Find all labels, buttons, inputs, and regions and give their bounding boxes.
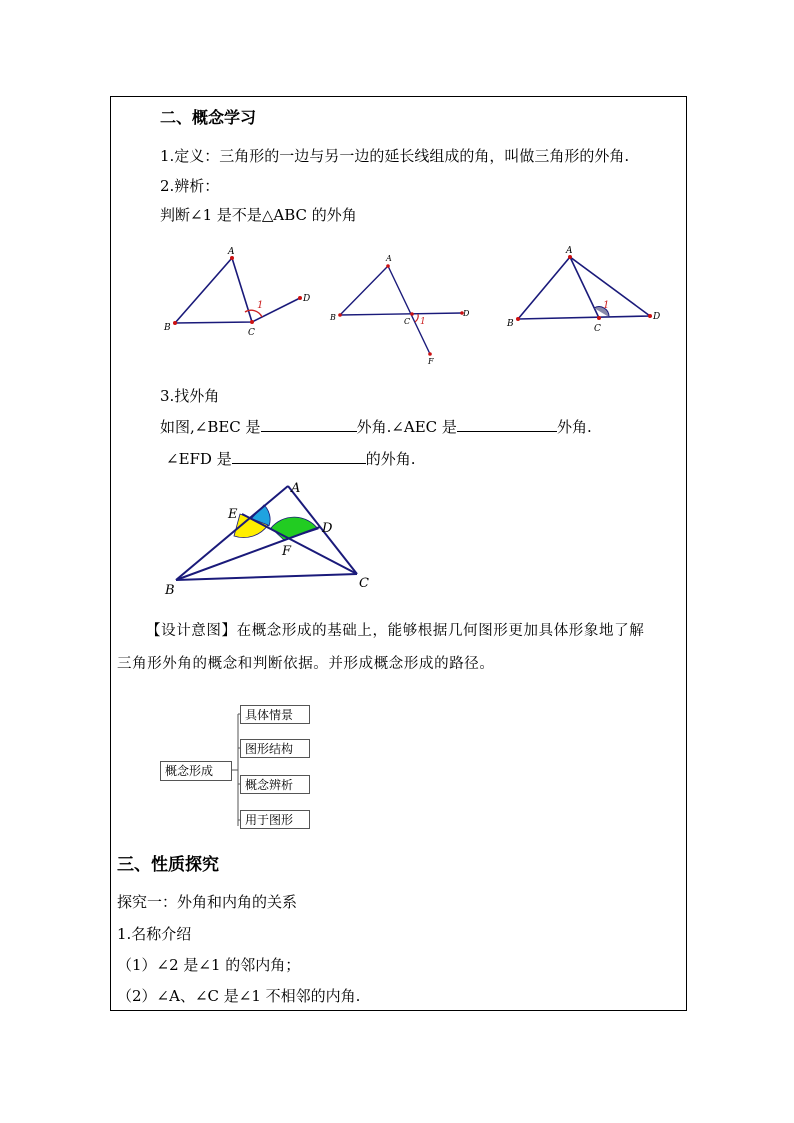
mindmap-node-1: 具体情景: [240, 705, 310, 724]
fig1-label-a: A: [228, 247, 235, 257]
figure-2: [329, 254, 470, 366]
find-line1-mid: 外角.∠AEC 是: [356, 418, 457, 436]
mindmap-root: 概念形成: [160, 761, 232, 781]
mindmap-node-4: 用于图形: [240, 810, 310, 829]
fig3-angle-label: 1: [603, 300, 610, 311]
section2-title: 二、概念学习: [160, 108, 257, 127]
section3-title: 三、性质探究: [117, 855, 219, 875]
design-intent-line1: 【设计意图】在概念形成的基础上，能够根据几何图形更加具体形象地了解: [146, 623, 645, 639]
figure-4: [160, 476, 390, 601]
answer-blank-2[interactable]: [457, 416, 557, 432]
fig1-label-c: C: [248, 328, 255, 338]
fig4-label-f: F: [282, 544, 292, 559]
fig3-label-c: C: [594, 324, 601, 334]
fig3-label-d: D: [653, 312, 661, 322]
find-label: 3.找外角: [160, 387, 220, 405]
judge-text: 判断∠1 是不是△ABC 的外角: [160, 206, 357, 224]
figure-3: [506, 246, 660, 334]
mindmap-node-3: 概念辨析: [240, 775, 310, 794]
fig4-label-a: A: [291, 481, 301, 496]
fig2-label-b: B: [330, 313, 336, 322]
fig3-label-b: B: [507, 319, 514, 329]
fig2-label-d: D: [463, 309, 470, 318]
fig4-label-d: D: [322, 521, 333, 536]
mindmap-node-2: 图形结构: [240, 739, 310, 758]
fig4-label-c: C: [359, 576, 369, 591]
find-line1-prefix: 如图,∠BEC 是: [160, 418, 261, 436]
intro-item-1: （1）∠2 是∠1 的邻内角；: [117, 956, 301, 974]
answer-blank-1[interactable]: [261, 416, 357, 432]
answer-blank-3[interactable]: [232, 448, 366, 464]
find-line2: [166, 448, 416, 469]
fig3-label-a: A: [566, 246, 573, 256]
fig4-label-e: E: [228, 507, 238, 522]
fig4-label-b: B: [165, 583, 175, 598]
explore-text: 探究一：外角和内角的关系: [117, 893, 298, 911]
figure-1: [163, 247, 310, 338]
definition-text: 1.定义：三角形的一边与另一边的延长线组成的角，叫做三角形的外角.: [160, 147, 630, 165]
fig1-label-d: D: [303, 294, 311, 304]
fig2-label-a: A: [386, 254, 392, 263]
find-line1: [160, 416, 592, 437]
fig1-angle-label: 1: [257, 300, 264, 311]
fig1-label-b: B: [164, 323, 171, 333]
design-intent-line2: 三角形外角的概念和判断依据。并形成概念形成的路径。: [117, 656, 495, 672]
intro-item-2: （2）∠A、∠C 是∠1 不相邻的内角.: [117, 987, 361, 1005]
fig2-label-c: C: [404, 317, 411, 326]
find-line2-suffix: 的外角.: [365, 450, 416, 468]
fig2-angle-label: 1: [420, 317, 426, 327]
intro-label: 1.名称介绍: [117, 925, 192, 943]
fig2-label-f: F: [428, 357, 434, 366]
find-line2-prefix: ∠EFD 是: [166, 450, 232, 468]
analysis-label: 2.辨析：: [160, 177, 220, 195]
find-line1-suffix: 外角.: [556, 418, 592, 436]
angle-figures: [150, 240, 670, 370]
